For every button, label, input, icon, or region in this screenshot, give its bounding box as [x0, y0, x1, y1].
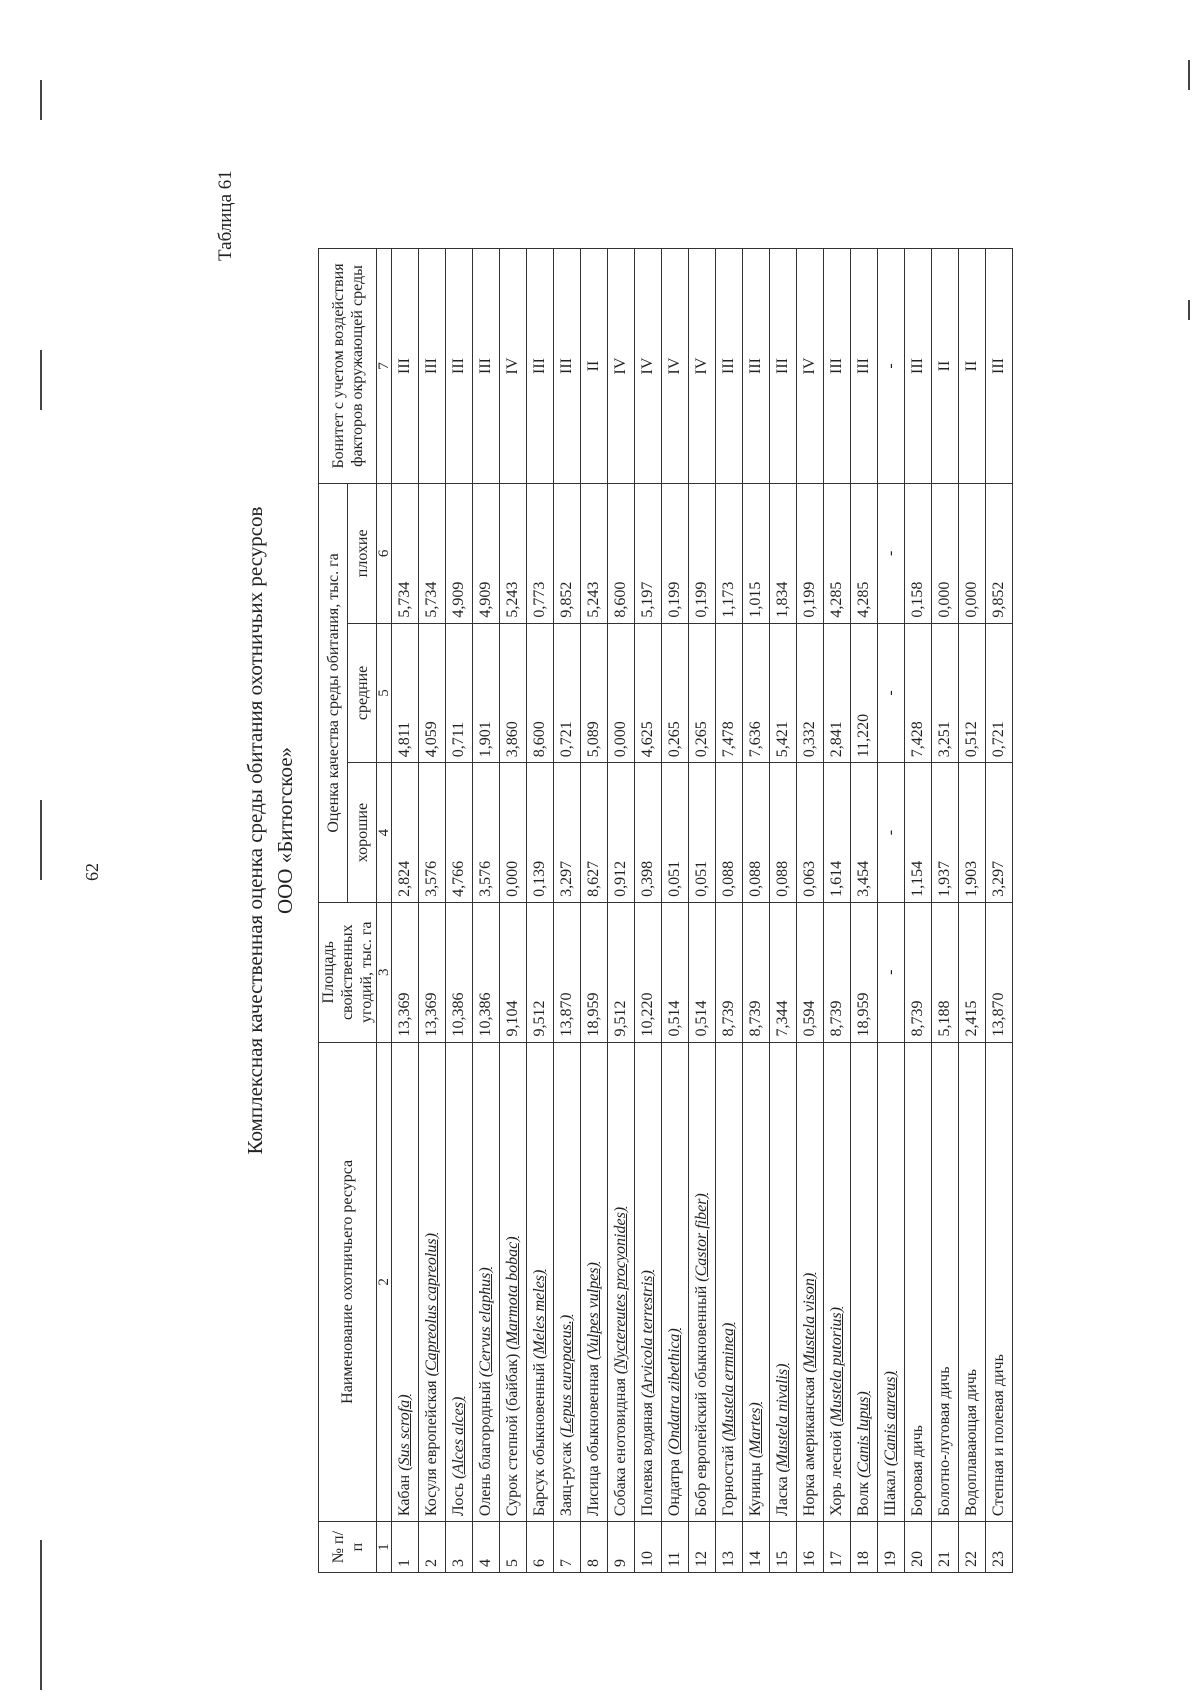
resource-name: Волк	[855, 1481, 872, 1517]
good-value: 3,297	[554, 763, 581, 903]
resource-name-cell	[392, 1042, 419, 1522]
resource-latin-name: (Ondatra zibethica)	[666, 1328, 683, 1455]
resource-name-cell	[581, 1042, 608, 1522]
resource-name: Заяц-русак	[558, 1441, 575, 1517]
bad-value: 5,197	[635, 483, 662, 623]
good-value: 1,154	[905, 763, 932, 903]
header-bonitet: Бонитет с учетом воздействия факторов окружающей среды	[319, 249, 377, 484]
area-value: 5,188	[932, 902, 959, 1042]
good-value: 2,824	[392, 763, 419, 903]
resource-latin-name: (Meles meles)	[531, 1269, 548, 1359]
bonitet-value: -	[878, 249, 905, 484]
medium-value: 0,721	[986, 623, 1013, 763]
resource-name-cell	[689, 1042, 716, 1522]
resource-name: Водоплавающая дичь	[963, 1368, 980, 1517]
resource-name: Кабан	[396, 1474, 413, 1517]
good-value: 0,088	[716, 763, 743, 903]
bad-value: 1,015	[743, 483, 770, 623]
row-number: 4	[473, 1522, 500, 1573]
resource-name-cell	[905, 1042, 932, 1522]
table-row	[716, 249, 743, 1573]
medium-value: 2,841	[824, 623, 851, 763]
row-number: 11	[662, 1522, 689, 1573]
medium-value: 4,811	[392, 623, 419, 763]
bonitet-value: II	[581, 249, 608, 484]
resource-name: Горностай	[720, 1445, 737, 1517]
resource-name-cell	[932, 1042, 959, 1522]
bonitet-value: IV	[635, 249, 662, 484]
table-row	[527, 249, 554, 1573]
table-row	[500, 249, 527, 1573]
good-value: 3,576	[473, 763, 500, 903]
medium-value: 4,625	[635, 623, 662, 763]
table-row	[905, 249, 932, 1573]
resource-name-cell	[662, 1042, 689, 1522]
table-row	[770, 249, 797, 1573]
good-value: 0,051	[662, 763, 689, 903]
bonitet-value: III	[419, 249, 446, 484]
medium-value: 0,265	[662, 623, 689, 763]
row-number: 15	[770, 1522, 797, 1573]
area-value: 13,870	[986, 902, 1013, 1042]
row-number: 22	[959, 1522, 986, 1573]
bad-value: 0,199	[689, 483, 716, 623]
header-number-cell: 5	[377, 623, 392, 763]
medium-value: 0,265	[689, 623, 716, 763]
bad-value: 0,199	[662, 483, 689, 623]
row-number: 13	[716, 1522, 743, 1573]
row-number: 5	[500, 1522, 527, 1573]
good-value: 0,063	[797, 763, 824, 903]
bonitet-value: II	[932, 249, 959, 484]
bad-value: 5,243	[500, 483, 527, 623]
medium-value: 7,636	[743, 623, 770, 763]
good-value: 0,051	[689, 763, 716, 903]
medium-value: 0,000	[608, 623, 635, 763]
resource-name-cell	[419, 1042, 446, 1522]
table-row	[851, 249, 878, 1573]
resource-name: Болотно-луговая дичь	[936, 1366, 953, 1517]
resource-name: Шакал	[882, 1470, 899, 1517]
resource-name: Лисица обыкновенная	[585, 1364, 602, 1517]
area-value: 18,959	[851, 902, 878, 1042]
bonitet-value: III	[770, 249, 797, 484]
table-row	[743, 249, 770, 1573]
bonitet-value: IV	[689, 249, 716, 484]
good-value: 1,903	[959, 763, 986, 903]
document-title	[240, 0, 300, 1701]
resource-latin-name: (Capreolus capreolus)	[423, 1233, 440, 1377]
good-value: 1,614	[824, 763, 851, 903]
bonitet-value: III	[986, 249, 1013, 484]
table-row	[554, 249, 581, 1573]
resource-name: Полевка водяная	[639, 1402, 656, 1517]
bonitet-value: III	[527, 249, 554, 484]
area-value: 13,870	[554, 902, 581, 1042]
resource-name: Лось	[450, 1482, 467, 1517]
resource-name-cell	[959, 1042, 986, 1522]
medium-value: 0,711	[446, 623, 473, 763]
table-body	[392, 249, 1013, 1573]
resource-name-cell	[500, 1042, 527, 1522]
resource-name: Норка американская	[801, 1376, 818, 1517]
resource-name-cell	[797, 1042, 824, 1522]
header-no: № п/п	[319, 1522, 377, 1573]
header-name: Наименование охотничьего ресурса	[319, 1042, 377, 1522]
resource-name: Барсук обыкновенный	[531, 1362, 548, 1517]
area-value: 0,514	[662, 902, 689, 1042]
good-value: 0,139	[527, 763, 554, 903]
bad-value: 1,173	[716, 483, 743, 623]
bonitet-value: IV	[608, 249, 635, 484]
bad-value: 5,243	[581, 483, 608, 623]
good-value: 4,766	[446, 763, 473, 903]
medium-value: 3,860	[500, 623, 527, 763]
resource-latin-name: (Martes)	[747, 1402, 764, 1459]
resource-name: Бобр европейский обыкновенный	[693, 1285, 710, 1517]
resource-name: Хорь лесной	[828, 1430, 845, 1517]
medium-value: 11,220	[851, 623, 878, 763]
table-row	[824, 249, 851, 1573]
bad-value: -	[878, 483, 905, 623]
resource-latin-name: (Sus scrofa)	[396, 1394, 413, 1471]
medium-value: 4,059	[419, 623, 446, 763]
area-value: 9,512	[608, 902, 635, 1042]
table-row	[986, 249, 1013, 1573]
area-value: 13,369	[392, 902, 419, 1042]
good-value: 0,088	[770, 763, 797, 903]
header-medium: средние	[348, 623, 377, 763]
row-number: 12	[689, 1522, 716, 1573]
table-row	[878, 249, 905, 1573]
medium-value: 5,089	[581, 623, 608, 763]
table-row	[932, 249, 959, 1573]
good-value: 0,912	[608, 763, 635, 903]
header-number-cell: 7	[377, 249, 392, 484]
title-line-2: ООО «Битюгское»	[273, 746, 297, 915]
resource-name-cell	[554, 1042, 581, 1522]
table-row	[581, 249, 608, 1573]
resource-name-cell	[527, 1042, 554, 1522]
resource-latin-name: (Mustela vison)	[801, 1272, 818, 1373]
bad-value: 0,000	[959, 483, 986, 623]
row-number: 18	[851, 1522, 878, 1573]
good-value: 0,000	[500, 763, 527, 903]
bad-value: 4,285	[851, 483, 878, 623]
bad-value: 0,199	[797, 483, 824, 623]
bad-value: 9,852	[986, 483, 1013, 623]
bad-value: 1,834	[770, 483, 797, 623]
row-number: 21	[932, 1522, 959, 1573]
good-value: 3,297	[986, 763, 1013, 903]
resource-latin-name: (Canis lupus)	[855, 1391, 872, 1478]
good-value: 0,088	[743, 763, 770, 903]
table-row	[959, 249, 986, 1573]
bad-value: 5,734	[419, 483, 446, 623]
table-row	[635, 249, 662, 1573]
area-value: 8,739	[905, 902, 932, 1042]
bonitet-value: III	[446, 249, 473, 484]
area-value: 13,369	[419, 902, 446, 1042]
bad-value: 0,000	[932, 483, 959, 623]
resource-name-cell	[851, 1042, 878, 1522]
resource-latin-name: (Mustela putorius)	[828, 1307, 845, 1427]
table-label: Таблица 61	[215, 170, 236, 261]
resource-name: Косуля европейская	[423, 1380, 440, 1517]
resource-name: Степная и полевая дичь	[990, 1354, 1007, 1517]
good-value: 1,937	[932, 763, 959, 903]
bonitet-value: III	[716, 249, 743, 484]
good-value: 0,398	[635, 763, 662, 903]
good-value: 3,576	[419, 763, 446, 903]
medium-value: 7,478	[716, 623, 743, 763]
table-row	[608, 249, 635, 1573]
row-number: 10	[635, 1522, 662, 1573]
resource-latin-name: (Arvicola terrestris)	[639, 1270, 656, 1398]
good-value: -	[878, 763, 905, 903]
area-value: 10,386	[473, 902, 500, 1042]
bad-value: 4,285	[824, 483, 851, 623]
resource-latin-name: (Castor fiber)	[693, 1193, 710, 1282]
area-value: 9,104	[500, 902, 527, 1042]
row-number: 20	[905, 1522, 932, 1573]
area-value: 9,512	[527, 902, 554, 1042]
bonitet-value: III	[554, 249, 581, 484]
resource-name: Куницы	[747, 1462, 764, 1517]
resource-latin-name: (Canis aureus)	[882, 1371, 899, 1467]
row-number: 19	[878, 1522, 905, 1573]
resource-latin-name: (Nyctereutes procyonides)	[612, 1206, 629, 1375]
area-value: 10,220	[635, 902, 662, 1042]
area-value: 2,415	[959, 902, 986, 1042]
header-number-cell: 3	[377, 902, 392, 1042]
row-number: 7	[554, 1522, 581, 1573]
resource-name-cell	[878, 1042, 905, 1522]
header-area: Площадь свойственных угодий, тыс. га	[319, 902, 377, 1042]
bad-value: 8,600	[608, 483, 635, 623]
header-number-cell: 4	[377, 763, 392, 903]
area-value: 0,514	[689, 902, 716, 1042]
area-value: 7,344	[770, 902, 797, 1042]
bonitet-value: III	[473, 249, 500, 484]
resource-latin-name: (Mustela erminea)	[720, 1322, 737, 1442]
medium-value: -	[878, 623, 905, 763]
resource-name-cell	[743, 1042, 770, 1522]
bonitet-value: III	[851, 249, 878, 484]
good-value: 3,454	[851, 763, 878, 903]
medium-value: 0,332	[797, 623, 824, 763]
page-number: 62	[82, 863, 102, 881]
bad-value: 4,909	[473, 483, 500, 623]
row-number: 9	[608, 1522, 635, 1573]
resource-name-cell	[608, 1042, 635, 1522]
resource-name-cell	[446, 1042, 473, 1522]
row-number: 3	[446, 1522, 473, 1573]
medium-value: 1,901	[473, 623, 500, 763]
bonitet-value: III	[905, 249, 932, 484]
bad-value: 9,852	[554, 483, 581, 623]
area-value: 18,959	[581, 902, 608, 1042]
table-row	[473, 249, 500, 1573]
resource-name: Сурок степной (байбак)	[504, 1353, 521, 1517]
area-value: -	[878, 902, 905, 1042]
area-value: 0,594	[797, 902, 824, 1042]
row-number: 23	[986, 1522, 1013, 1573]
resource-name: Олень благородный	[477, 1381, 494, 1517]
row-number: 6	[527, 1522, 554, 1573]
header-number-cell: 6	[377, 483, 392, 623]
resource-name-cell	[716, 1042, 743, 1522]
table-row	[689, 249, 716, 1573]
row-number: 2	[419, 1522, 446, 1573]
resource-name-cell	[473, 1042, 500, 1522]
bonitet-value: IV	[500, 249, 527, 484]
resource-latin-name: (Mustela nivalis)	[774, 1363, 791, 1473]
bad-value: 4,909	[446, 483, 473, 623]
area-value: 10,386	[446, 902, 473, 1042]
area-value: 8,739	[743, 902, 770, 1042]
resource-latin-name: (Marmota bobac)	[504, 1236, 521, 1350]
header-bad: плохие	[348, 483, 377, 623]
row-number: 1	[392, 1522, 419, 1573]
bad-value: 0,158	[905, 483, 932, 623]
header-good: хорошие	[348, 763, 377, 903]
resource-name-cell	[824, 1042, 851, 1522]
header-number-row	[377, 249, 392, 1573]
header-number-cell: 2	[377, 1042, 392, 1522]
medium-value: 5,421	[770, 623, 797, 763]
resource-name-cell	[770, 1042, 797, 1522]
table-row	[446, 249, 473, 1573]
bonitet-value: III	[392, 249, 419, 484]
row-number: 17	[824, 1522, 851, 1573]
table-row	[392, 249, 419, 1573]
resource-name: Боровая дичь	[909, 1425, 926, 1517]
bonitet-value: III	[824, 249, 851, 484]
header-number-cell: 1	[377, 1522, 392, 1573]
row-number: 8	[581, 1522, 608, 1573]
medium-value: 0,512	[959, 623, 986, 763]
resource-name-cell	[635, 1042, 662, 1522]
resource-name: Ондатра	[666, 1458, 683, 1517]
row-number: 14	[743, 1522, 770, 1573]
resource-name: Ласка	[774, 1476, 791, 1517]
resource-name-cell	[986, 1042, 1013, 1522]
table-row	[662, 249, 689, 1573]
bad-value: 0,773	[527, 483, 554, 623]
medium-value: 7,428	[905, 623, 932, 763]
medium-value: 3,251	[932, 623, 959, 763]
resource-latin-name: (Alces alces)	[450, 1396, 467, 1479]
header-quality-group: Оценка качества среды обитания, тыс. га	[319, 483, 348, 902]
resource-latin-name: (Cervus elaphus)	[477, 1267, 494, 1378]
title-line-1: Комплексная качественная оценка среды обитания охотничьих ресурсов	[243, 506, 267, 1155]
medium-value: 0,721	[554, 623, 581, 763]
bonitet-value: II	[959, 249, 986, 484]
bonitet-value: IV	[662, 249, 689, 484]
table-row	[419, 249, 446, 1573]
medium-value: 8,600	[527, 623, 554, 763]
area-value: 8,739	[716, 902, 743, 1042]
row-number: 16	[797, 1522, 824, 1573]
area-value: 8,739	[824, 902, 851, 1042]
table-row	[797, 249, 824, 1573]
bonitet-value: IV	[797, 249, 824, 484]
resource-name: Собака енотовидная	[612, 1378, 629, 1517]
resource-latin-name: (Vulpes vulpes)	[585, 1262, 602, 1360]
good-value: 8,627	[581, 763, 608, 903]
habitat-assessment-table	[318, 248, 1013, 1573]
bonitet-value: III	[743, 249, 770, 484]
resource-latin-name: (Lepus europaeus.)	[558, 1314, 575, 1438]
bad-value: 5,734	[392, 483, 419, 623]
